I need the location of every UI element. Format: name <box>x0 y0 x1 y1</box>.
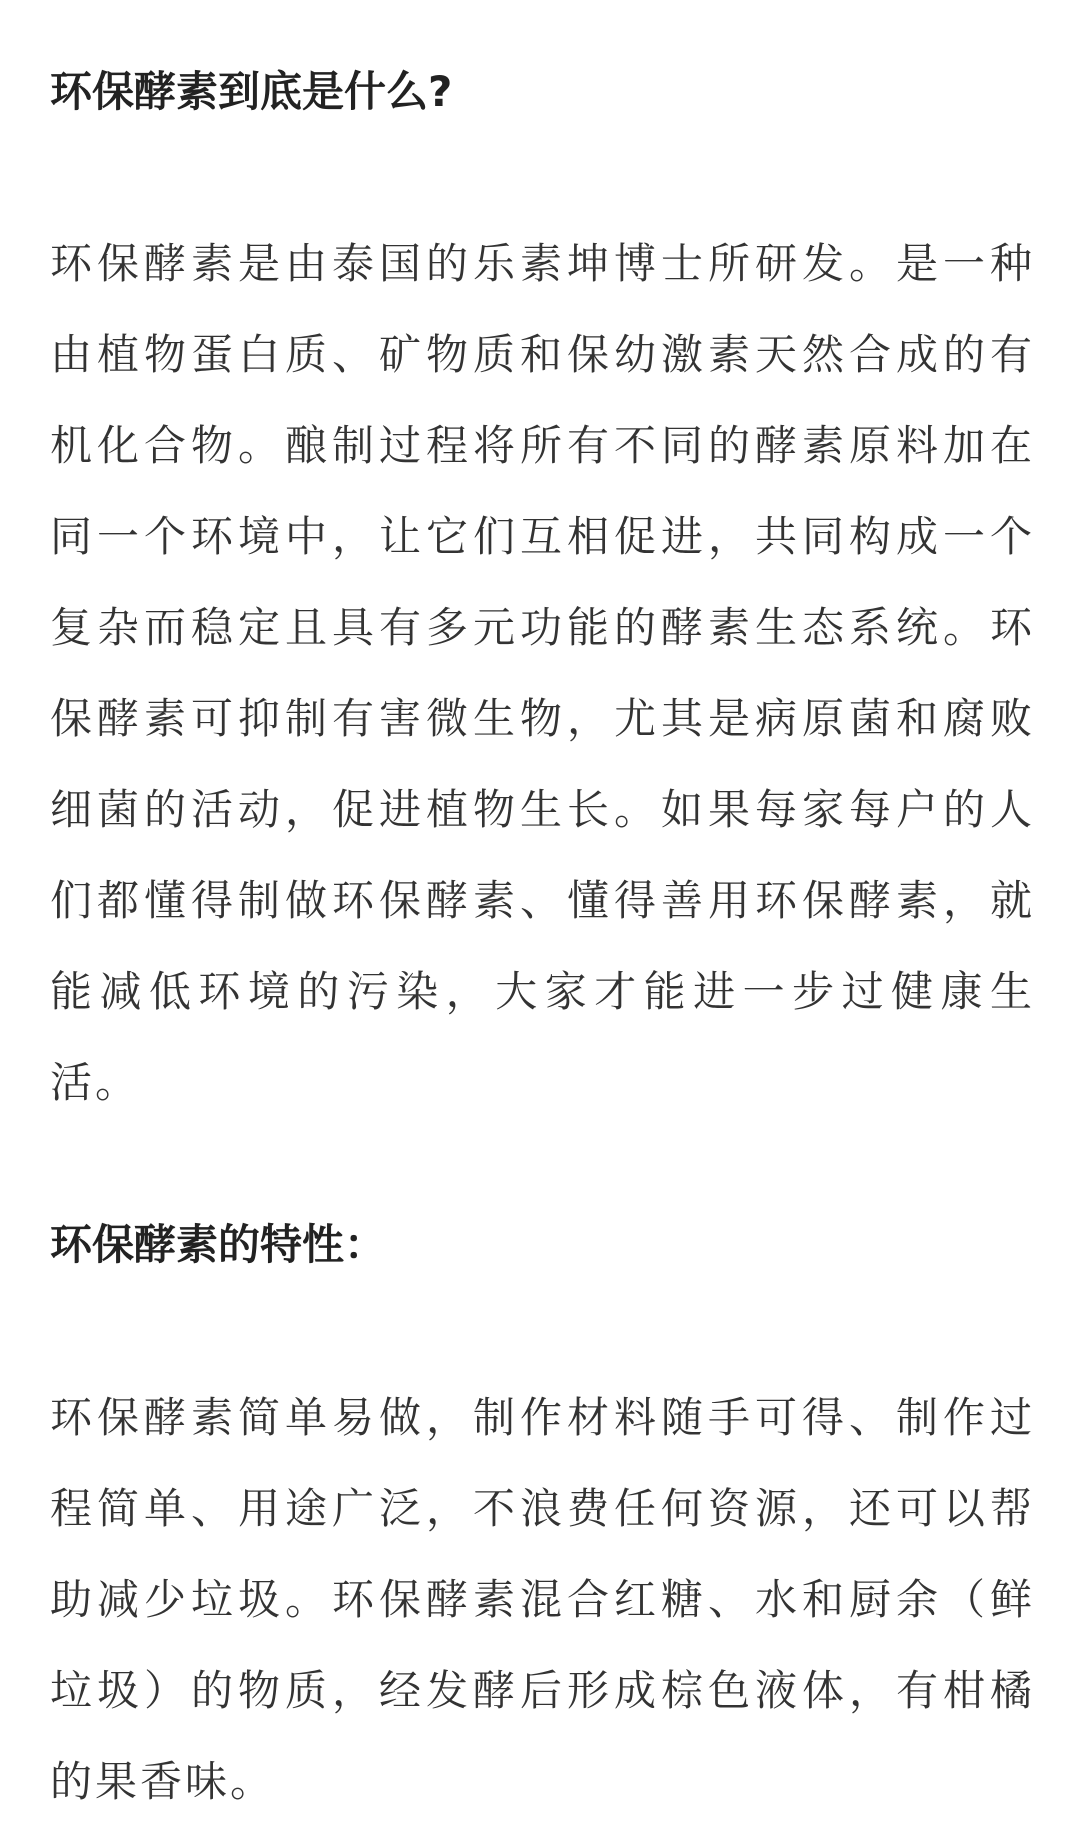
section-heading-properties: 环保酵素的特性： <box>50 1220 387 1269</box>
paragraph-properties: 环保酵素简单易做，制作材料随手可得、制作过程简单、用途广泛，不浪费任何资源，还可以帮助减少垃圾。环保酵素混合红糖、水和厨余（鲜垃圾）的物质，经发酵后形成棕色液体，有柑橘的果香味。 <box>50 1393 1035 1806</box>
section-heading-what-is: 环保酵素到底是什么? <box>50 67 453 116</box>
paragraph-what-is: 环保酵素是由泰国的乐素坤博士所研发。是一种由植物蛋白质、矿物质和保幼激素天然合成的有机化合物。酿制过程将所有不同的酵素原料加在同一个环境中，让它们互相促进，共同构成一个复杂而稳定且具有多元功能的酵素生态系统。环保酵素可抑制有害微生物，尤其是病原菌和腐败细菌的活动，促进植物生长。如果每家每户的人们都懂得制做环保酵素、懂得善用环保酵素，就能减低环境的污染，大家才能进一步过健康生活。 <box>50 239 1035 1107</box>
